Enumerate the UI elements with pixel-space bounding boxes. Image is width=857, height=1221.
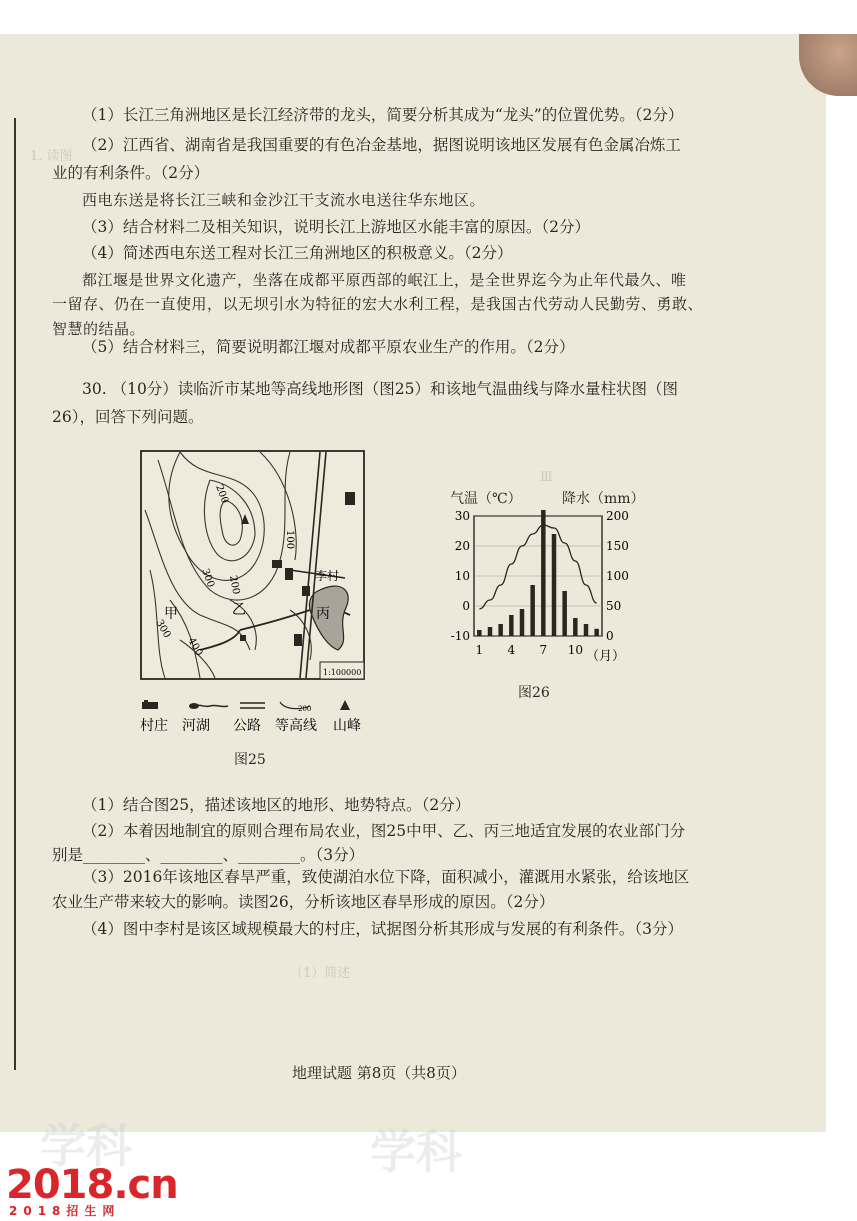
precip-bar xyxy=(573,618,577,636)
question-2-line-2: 业的有利条件。（2分） xyxy=(52,164,210,182)
question-2-line-1: （2）江西省、湖南省是我国重要的有色冶金基地，据图说明该地区发展有色金属冶炼工 xyxy=(82,136,681,154)
precip-bar xyxy=(562,591,566,636)
figure-25-caption: 图25 xyxy=(234,752,266,768)
contour-label: 200 xyxy=(227,574,242,596)
question-30-intro-1: 30. （10分）读临沂市某地等高线地形图（图25）和该地气温曲线与降水量柱状图（图 xyxy=(82,380,679,398)
figure-26-climate-chart xyxy=(440,486,650,664)
x-tick-label: 1 xyxy=(475,643,484,657)
x-tick-label: 7 xyxy=(539,643,548,657)
ghost-watermark: 学科 xyxy=(370,1125,462,1179)
precip-bar xyxy=(530,585,534,636)
question-30-intro-2: 26），回答下列问题。 xyxy=(52,408,204,426)
y-tick-label: 30 xyxy=(454,509,470,523)
legend-river: 河湖 xyxy=(182,718,210,734)
bleed-through: （1）简述 xyxy=(290,966,351,981)
question-30-sub-1: （1）结合图25，描述该地区的地形、地势特点。（2分） xyxy=(82,796,471,814)
contour-label: 100 xyxy=(284,530,295,550)
page-footer: 地理试题 第8页（共8页） xyxy=(292,1064,466,1082)
bleed-through: Ⅲ xyxy=(540,470,553,485)
right-axis-title: 降水（mm） xyxy=(562,491,645,507)
contour-label: 200 xyxy=(213,483,231,505)
label-yi: 乙 xyxy=(232,602,246,618)
village-marker xyxy=(294,634,302,646)
ghost-watermark: 学科 xyxy=(40,1119,132,1173)
material-3-line-1: 都江堰是世界文化遗产，坐落在成都平原西部的岷江上，是全世界迄今为止年代最久、唯 xyxy=(82,271,687,289)
left-ticks xyxy=(451,509,470,643)
legend-village: 村庄 xyxy=(140,718,168,734)
question-4: （4）简述西电东送工程对长江三角洲地区的积极意义。（2分） xyxy=(82,244,513,262)
scale-label: 1:100000 xyxy=(323,668,362,677)
y2-tick-label: 200 xyxy=(606,509,629,523)
figure-25-legend xyxy=(140,700,365,750)
contour-label: 300 xyxy=(153,618,173,641)
contour-label: 400 xyxy=(185,636,205,659)
precip-bar xyxy=(488,627,492,636)
precip-bar xyxy=(541,510,545,636)
question-30-sub-3-line-1: （3）2016年该地区春旱严重，致使湖泊水位下降，面积减小，灌溉用水紧张，给该地区 xyxy=(82,868,690,886)
material-3-line-3: 智慧的结晶。 xyxy=(52,320,146,338)
label-bing: 丙 xyxy=(316,606,330,622)
month-unit-label: （月） xyxy=(586,649,626,664)
figure-25-contour-map xyxy=(140,450,365,690)
y2-tick-label: 100 xyxy=(606,569,629,583)
precip-bar xyxy=(520,609,524,636)
precip-bar xyxy=(498,624,502,636)
label-jia: 甲 xyxy=(164,606,178,622)
y2-tick-label: 0 xyxy=(606,629,614,643)
question-30-sub-2-line-1: （2）本着因地制宜的原则合理布局农业，图25中甲、乙、丙三地适宜发展的农业部门分 xyxy=(82,822,686,840)
village-marker xyxy=(302,586,310,596)
precip-bar xyxy=(509,615,513,636)
village-marker xyxy=(240,635,246,641)
bleed-through: 1. 读图 xyxy=(30,149,73,164)
y2-tick-label: 50 xyxy=(606,599,622,613)
question-30-sub-3-line-2: 农业生产带来较大的影响。读图26，分析该地区春旱形成的原因。（2分） xyxy=(52,893,555,911)
x-tick-label: 4 xyxy=(507,643,516,657)
label-licun: 李村 xyxy=(315,569,340,583)
grid xyxy=(474,516,602,636)
legend-peak-symbol xyxy=(340,700,350,710)
y2-tick-label: 150 xyxy=(606,539,629,553)
y-tick-label: 0 xyxy=(462,599,470,613)
month-ticks xyxy=(476,643,583,657)
legend-road: 公路 xyxy=(233,718,261,734)
precip-bar xyxy=(594,629,598,636)
contour-label: 300 xyxy=(199,567,217,589)
y-tick-label: -10 xyxy=(450,629,470,643)
question-30-sub-2-line-2: 别是________、________、________。（3分） xyxy=(52,846,365,864)
village-marker xyxy=(345,492,355,505)
legend-peak: 山峰 xyxy=(333,718,361,734)
village-marker xyxy=(285,568,293,580)
legend-contour: 等高线 xyxy=(275,718,317,734)
precip-bar xyxy=(584,624,588,636)
y-tick-label: 20 xyxy=(454,539,470,553)
temperature-curve xyxy=(479,525,596,609)
site-logo-subtitle: 2018招生网 xyxy=(9,1204,121,1218)
figure-26-caption: 图26 xyxy=(518,685,550,701)
question-30-sub-4: （4）图中李村是该区域规模最大的村庄，试据图分析其形成与发展的有利条件。（3分） xyxy=(82,920,683,938)
y-tick-label: 10 xyxy=(454,569,470,583)
site-logo: 2018.cn xyxy=(6,1162,178,1208)
svg-text:200: 200 xyxy=(298,705,312,713)
precip-bar xyxy=(477,630,481,636)
precip-bar xyxy=(552,534,556,636)
question-3: （3）结合材料二及相关知识，说明长江上游地区水能丰富的原因。（2分） xyxy=(82,218,590,236)
material-3-line-2: 一留存、仍在一直使用，以无坝引水为特征的宏大水利工程，是我国古代劳动人民勤劳、勇敢、 xyxy=(52,295,704,313)
question-1: （1）长江三角洲地区是长江经济带的龙头，简要分析其成为“龙头”的位置优势。（2分） xyxy=(82,106,684,124)
margin-rule xyxy=(14,118,16,1070)
right-ticks xyxy=(606,509,629,643)
question-5: （5）结合材料三，简要说明都江堰对成都平原农业生产的作用。（2分） xyxy=(82,338,575,356)
village-marker xyxy=(272,560,282,568)
material-2: 西电东送是将长江三峡和金沙江干支流水电送往华东地区。 xyxy=(82,191,486,209)
left-axis-title: 气温（℃） xyxy=(450,491,522,507)
x-tick-label: 10 xyxy=(567,643,583,657)
